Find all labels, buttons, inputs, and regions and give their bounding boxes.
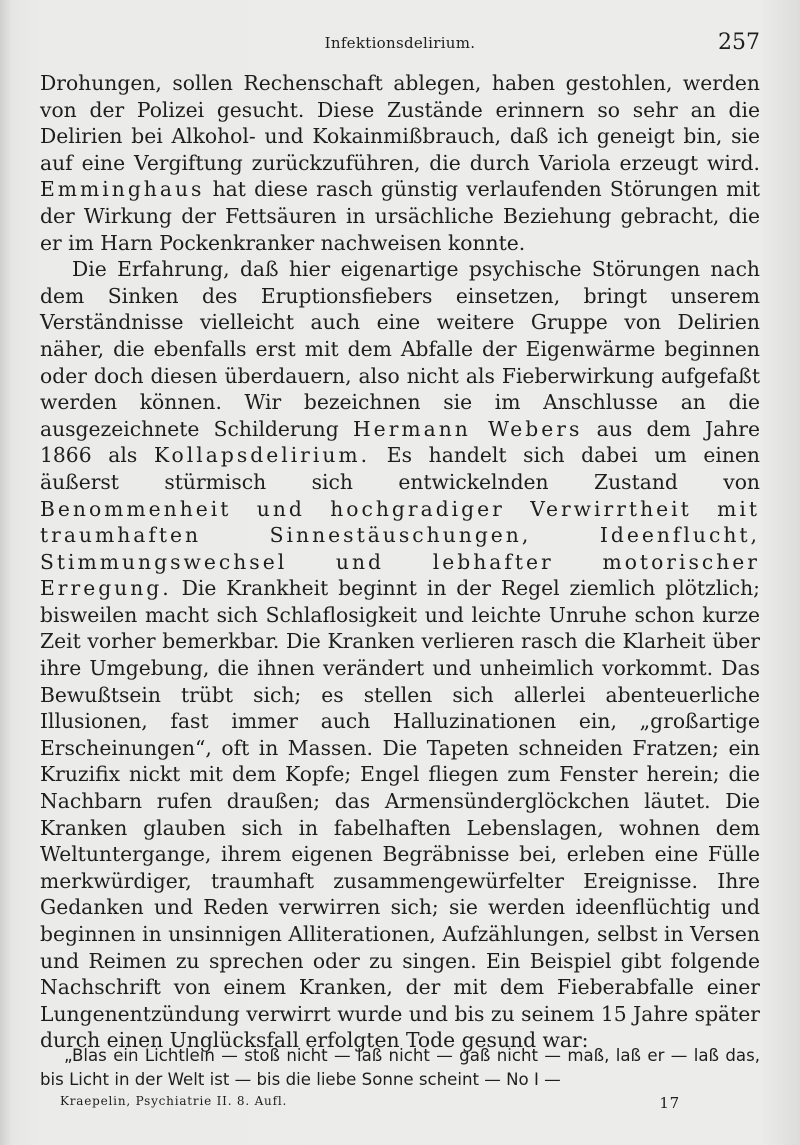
term-kollapsdelirium: Kollapsdelirium.: [153, 443, 371, 468]
paragraph-2-text-1: Die Erfahrung, daß hier eigenartige psychische Störungen nach dem Sinken des Eruptionsfiebers einsetzen, bringt unserem Verständnisse vielleicht auch eine weitere Gruppe von Delirien näher, die ebenfalls erst mit dem Abfalle der Eigenwärme beginnen oder doch diesen überdauern, also nicht als Fieberwirkung aufgefaßt werden können. Wir bezeichnen sie im Anschlusse an die ausgezeichnete Schilderung: [40, 257, 760, 441]
page-number: 257: [718, 30, 760, 55]
paragraph-1: [40, 70, 760, 256]
page-footer: [60, 1094, 680, 1114]
paragraph-2-text-3: Es handelt sich dabei um einen äußerst stürmisch sich entwickelnden Zustand von: [40, 443, 760, 494]
printer-signature: Kraepelin, Psychiatrie II. 8. Aufl.: [60, 1094, 288, 1108]
paragraph-2-text-4: Die Krankheit beginnt in der Regel ziemlich plötzlich; bisweilen macht sich Schlaflosigkeit und leichte Unruhe schon kurze Zeit vorher bemerkbar. Die Kranken verlieren rasch die Klarheit über ihre Umgebung, die ihnen verändert und unheimlich vorkommt. Das Bewußtsein trübt sich; es stellen sich allerlei abenteuerliche Illusionen, fast immer auch Halluzinationen ein, „großartige Erscheinungen“, oft in Massen. Die Tapeten schneiden Fratzen; ein Kruzifix nickt mit dem Kopfe; Engel fliegen zum Fenster herein; die Nachbarn rufen draußen; das Armensünderglöckchen läutet. Die Kranken glauben sich in fabelhaften Lebenslagen, wohnen dem Weltuntergange, ihrem eigenen Begräbnisse bei, erleben eine Fülle merkwürdiger, traumhaft zusammengewürfelter Ereignisse. Ihre Gedanken und Reden verwirren sich; sie werden ideenflüchtig und beginnen in unsinnigen Alliterationen, Aufzählungen, selbst in Versen und Reimen zu sprechen oder zu singen. Ein Beispiel gibt folgende Nachschrift von einem Kranken, der mit dem Fieberabfalle einer Lungenentzündung verwirrt wurde und bis zu seinem 15 Jahre später durch einen Unglücksfall erfolgten Tode gesund war:: [40, 576, 760, 1053]
paragraph-2-text-2: aus dem Jahre 1866 als: [40, 416, 761, 468]
paragraph-2: [40, 256, 760, 1054]
sheet-mark: 17: [659, 1094, 680, 1112]
running-head: Infektionsdelirium.: [324, 34, 476, 52]
symptom-description: Benommenheit und hochgradiger Verwirrtheit mit traumhaften Sinnestäuschungen, Ideenflucht, Stimmungswechsel und lebhafter motorischer Erregung.: [40, 496, 760, 601]
patient-quote: „Blas ein Lichtlein — stoß nicht — laß nicht — gaß nicht — maß, laß er — laß das, bis Licht in der Welt ist — bis die liebe Sonne scheint — No I —: [40, 1046, 760, 1089]
body-text: [40, 70, 760, 1054]
author-name-hermann-webers: Hermann Webers: [353, 416, 583, 441]
page-header: [40, 30, 760, 58]
paragraph-1-text-1: Drohungen, sollen Rechenschaft ablegen, haben gestohlen, werden von der Polizei gesucht. Diese Zustände erinnern so sehr an die Delirien bei Alkohol- und Kokainmißbrauch, daß ich geneigt bin, sie auf eine Vergiftung zurückzuführen, die durch Variola erzeugt wird.: [40, 71, 760, 175]
paragraph-1-text-2: hat diese rasch günstig verlaufenden Störungen mit der Wirkung der Fettsäuren in ursächliche Beziehung gebracht, die er im Harn Pockenkranker nachweisen konnte.: [40, 177, 760, 255]
author-name-emminghaus: Emminghaus: [40, 177, 205, 202]
